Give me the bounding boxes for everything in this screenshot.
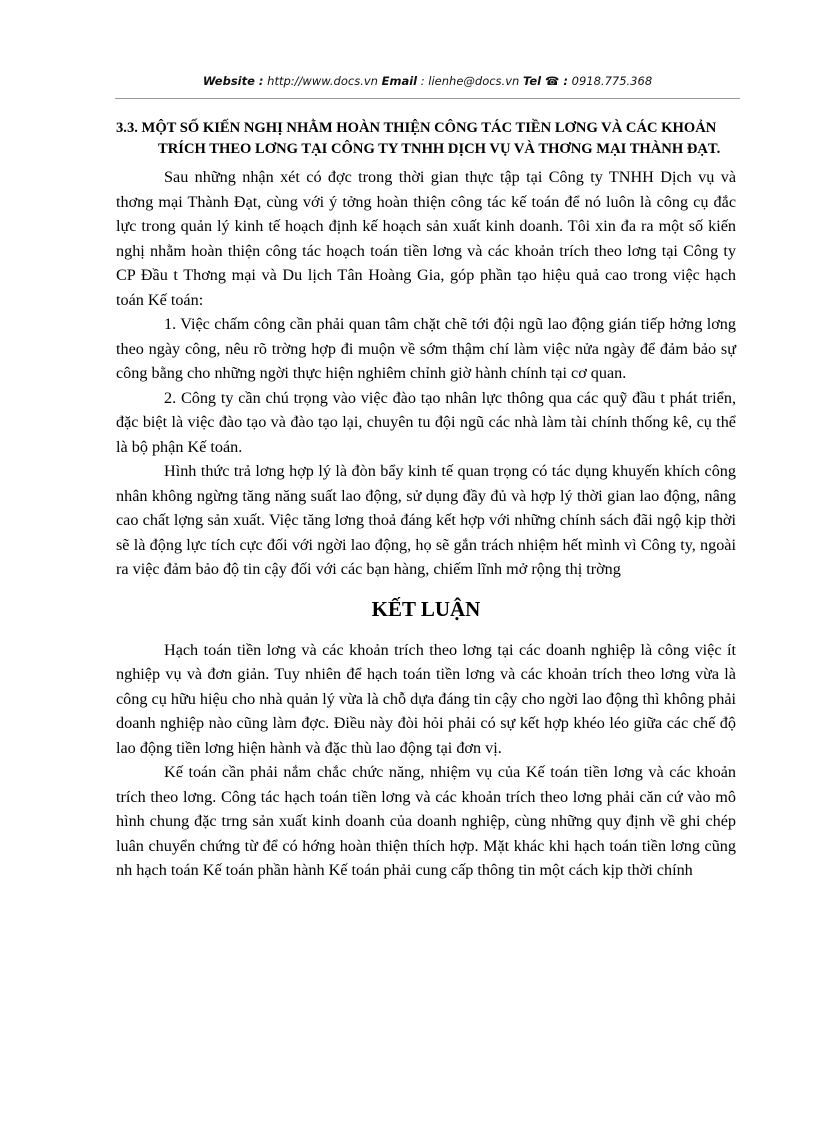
tel-value: 0918.775.368 <box>568 74 653 88</box>
page-header <box>115 70 740 99</box>
wage-paragraph: Hình thức trả lơng hợp lý là đòn bẩy kinh tế quan trọng có tác dụng khuyến khích công nhân không ngừng tăng năng suất lao động, sử dụng đầy đủ và hợp lý thời gian lao động, nâng cao chất lợng sản xuất. Việc tăng lơng thoả đáng kết hợp với những chính sách đãi ngộ kịp thời sẽ là động lực tích cực đối với ngời lao động, họ sẽ gắn trách nhiệm hết mình vì Công ty, ngoài ra việc đảm bảo độ tin cậy đối với các bạn hàng, chiếm lĩnh mở rộng thị trờng <box>116 462 736 578</box>
section-heading: 3.3. MỘT SỐ KIẾN NGHỊ NHẰM HOÀN THIỆN CÔNG TÁC TIỀN LƠNG VÀ CÁC KHOẢN TRÍCH THEO LƠNG TẠI CÔNG TY TNHH DỊCH VỤ VÀ THƠNG MẠI THÀNH ĐẠT. <box>116 120 721 157</box>
conclusion-title: KẾT LUẬN <box>371 596 481 621</box>
tel-label: Tel ☎ : <box>522 74 568 88</box>
website-value: http://www.docs.vn <box>263 74 382 88</box>
email-value: : lienhe@docs.vn <box>417 74 523 88</box>
document-body <box>116 118 736 883</box>
conclusion-paragraph-1: Hạch toán tiền lơng và các khoản trích theo lơng tại các doanh nghiệp là công việc ít nghiệp vụ và đơn giản. Tuy nhiên để hạch toán tiền lơng và các khoản trích theo lơng vừa là công cụ hữu hiệu cho nhà quản lý vừa là chỗ dựa đáng tin cậy cho ngời lao động thì không phải doanh nghiệp nào cũng làm đợc. Điều này đòi hỏi phải có sự kết hợp khéo léo giữa các chế độ lao động tiền lơng hiện hành và đặc thù lao động tại đơn vị. <box>116 640 736 757</box>
recommendation-1: 1. Việc chấm công cần phải quan tâm chặt chẽ tới đội ngũ lao động gián tiếp hởng lơng theo ngày công, nêu rõ trờng hợp đi muộn về sớm thậm chí làm việc nửa ngày để đảm bảo sự công bằng cho những ngời thực hiện nghiêm chỉnh giờ hành chính tại cơ quan. <box>116 315 736 382</box>
website-label: Website : <box>202 74 264 88</box>
recommendation-2: 2. Công ty cần chú trọng vào việc đào tạo nhân lực thông qua các quỹ đầu t phát triển, đặc biệt là việc đào tạo và đào tạo lại, chuyên tu đội ngũ các nhà làm tài chính thống kê, cụ thể là bộ phận Kế toán. <box>116 388 736 456</box>
email-label: Email <box>381 74 418 88</box>
intro-paragraph: Sau những nhận xét có đợc trong thời gian thực tập tại Công ty TNHH Dịch vụ và thơng mại Thành Đạt, cùng với ý tởng hoàn thiện công tác kế toán để nó luôn là công cụ đắc lực trong quản lý kinh tế hoạch định kế hoạch sản xuất kinh doanh. Tôi xin đa ra một số kiến nghị nhằm hoàn thiện công tác hoạch toán tiền lơng và các khoản trích theo lơng tại Công ty CP Đầu t Thơng mại và Du lịch Tân Hoàng Gia, góp phần tạo hiệu quả cao trong việc hạch toán Kế toán: <box>116 168 736 309</box>
conclusion-paragraph-2: Kế toán cần phải nắm chắc chức năng, nhiệm vụ của Kế toán tiền lơng và các khoản trích theo lơng. Công tác hạch toán tiền lơng và các khoản trích theo lơng phải căn cứ vào mô hình chung đặc trng sản xuất kinh doanh của doanh nghiệp, cùng những quy định về ghi chép luân chuyển chứng từ để có hớng hoàn thiện thích hợp. Mặt khác khi hạch toán tiền lơng cũng nh hạch toán Kế toán phần hành Kế toán phải cung cấp thông tin một cách kịp thời chính <box>116 763 736 879</box>
